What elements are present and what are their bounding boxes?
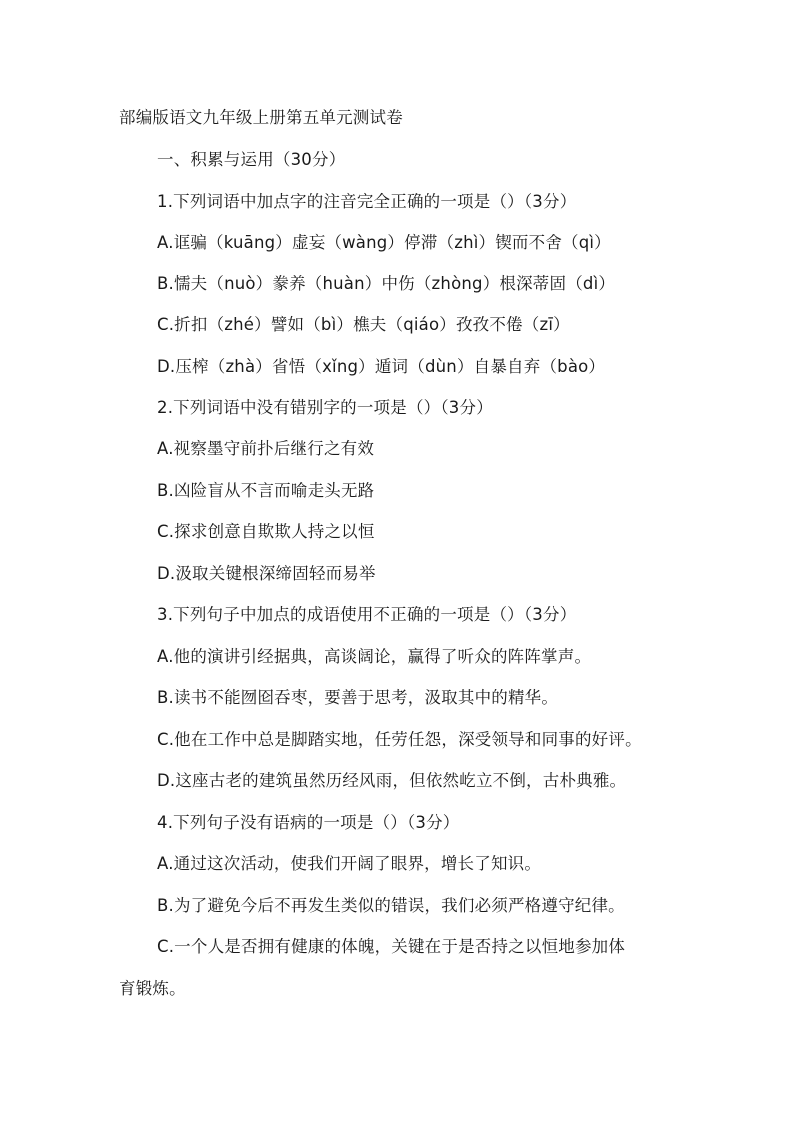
question-1-option-d: D.压榨（zhà）省悟（xǐng）遁词（dùn）自暴自弃（bào） bbox=[157, 357, 606, 376]
question-1-stem: 1.下列词语中加点字的注音完全正确的一项是（）（3分） bbox=[157, 192, 577, 211]
question-2-option-c: C.探求创意自欺欺人持之以恒 bbox=[157, 522, 375, 541]
question-2-option-d: D.汲取关键根深缔固轻而易举 bbox=[157, 564, 376, 583]
question-3-option-b: B.读书不能囫囵吞枣，要善于思考，汲取其中的精华。 bbox=[157, 688, 559, 707]
question-3-option-c: C.他在工作中总是脚踏实地，任劳任怨，深受领导和同事的好评。 bbox=[157, 730, 642, 749]
question-4-option-a: A.通过这次活动，使我们开阔了眼界，增长了知识。 bbox=[157, 854, 542, 873]
question-4-option-c-line-1: C.一个人是否拥有健康的体魄，关键在于是否持之以恒地参加体 bbox=[157, 937, 626, 956]
question-1-option-b: B.懦夫（nuò）豢养（huàn）中伤（zhòng）根深蒂固（dì） bbox=[157, 274, 616, 293]
question-1-option-c: C.折扣（zhé）譬如（bì）樵夫（qiáo）孜孜不倦（zī） bbox=[157, 315, 570, 334]
section-heading: 一、积累与运用（30分） bbox=[157, 150, 346, 169]
question-2-stem: 2.下列词语中没有错别字的一项是（）（3分） bbox=[157, 398, 493, 417]
question-4-stem: 4.下列句子没有语病的一项是（）（3分） bbox=[157, 813, 460, 832]
question-4-option-c-line-2: 育锻炼。 bbox=[119, 979, 186, 998]
question-3-option-d: D.这座古老的建筑虽然历经风雨，但依然屹立不倒，古朴典雅。 bbox=[157, 771, 627, 790]
question-2-option-b: B.凶险盲从不言而喻走头无路 bbox=[157, 481, 375, 500]
question-2-option-a: A.视察墨守前扑后继行之有效 bbox=[157, 439, 375, 458]
question-3-stem: 3.下列句子中加点的成语使用不正确的一项是（）（3分） bbox=[157, 605, 577, 624]
document-title: 部编版语文九年级上册第五单元测试卷 bbox=[119, 108, 403, 127]
question-1-option-a: A.诓骗（kuāng）虚妄（wàng）停滞（zhì）锲而不舍（qì） bbox=[157, 233, 611, 252]
question-4-option-b: B.为了避免今后不再发生类似的错误，我们必须严格遵守纪律。 bbox=[157, 896, 625, 915]
question-3-option-a: A.他的演讲引经据典，高谈阔论，赢得了听众的阵阵掌声。 bbox=[157, 647, 592, 666]
